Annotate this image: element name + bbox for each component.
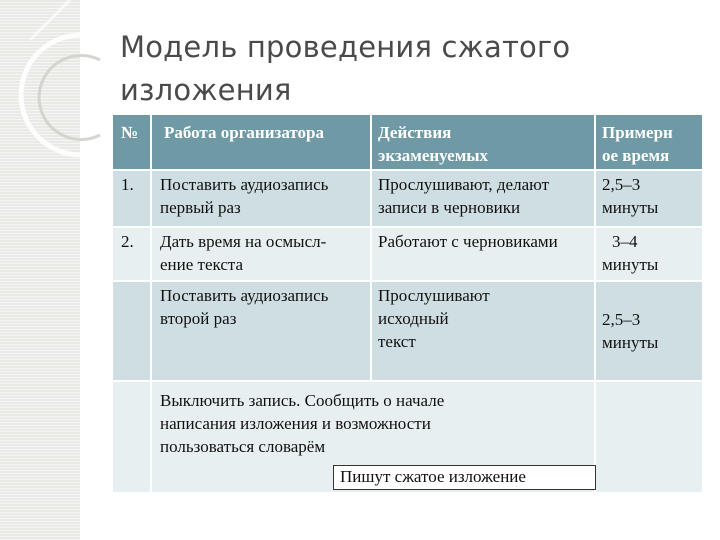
page-title xyxy=(120,26,680,112)
row-4-actions: Пишут сжатое изложение xyxy=(333,465,596,490)
row-1-num: 1. xyxy=(113,171,150,226)
header-time: Примерн ое время xyxy=(596,115,702,169)
title-line-1: Модель проведения сжатого xyxy=(120,30,571,64)
row-4-num xyxy=(113,382,150,492)
row-2-actions: Работают с черновиками xyxy=(372,228,594,280)
row-3-num xyxy=(113,282,150,380)
header-organizer: Работа организатора xyxy=(152,115,370,169)
row-4-time xyxy=(596,382,702,492)
decorative-arcs xyxy=(0,0,120,200)
header-num: № xyxy=(113,115,150,169)
row-3-time: 2,5–3 минуты xyxy=(596,282,702,380)
header-actions: Действия экзаменуемых xyxy=(372,115,594,169)
row-3-actions: Прослушивают исходный текст xyxy=(372,282,594,380)
row-2-num: 2. xyxy=(113,228,150,280)
row-1-organizer: Поставить аудиозапись первый раз xyxy=(152,171,370,226)
title-line-2: изложения xyxy=(120,73,292,107)
row-2-organizer: Дать время на осмысл- ение текста xyxy=(152,228,370,280)
row-4-organizer: Выключить запись. Сообщить о начале написания изложения и возможности пользоваться словарём xyxy=(160,391,445,456)
row-3-organizer: Поставить аудиозапись второй раз xyxy=(152,282,370,380)
row-1-actions: Прослушивают, делают записи в черновики xyxy=(372,171,594,226)
row-1-time: 2,5–3 минуты xyxy=(596,171,702,226)
row-2-time: 3–4 минуты xyxy=(596,228,702,280)
